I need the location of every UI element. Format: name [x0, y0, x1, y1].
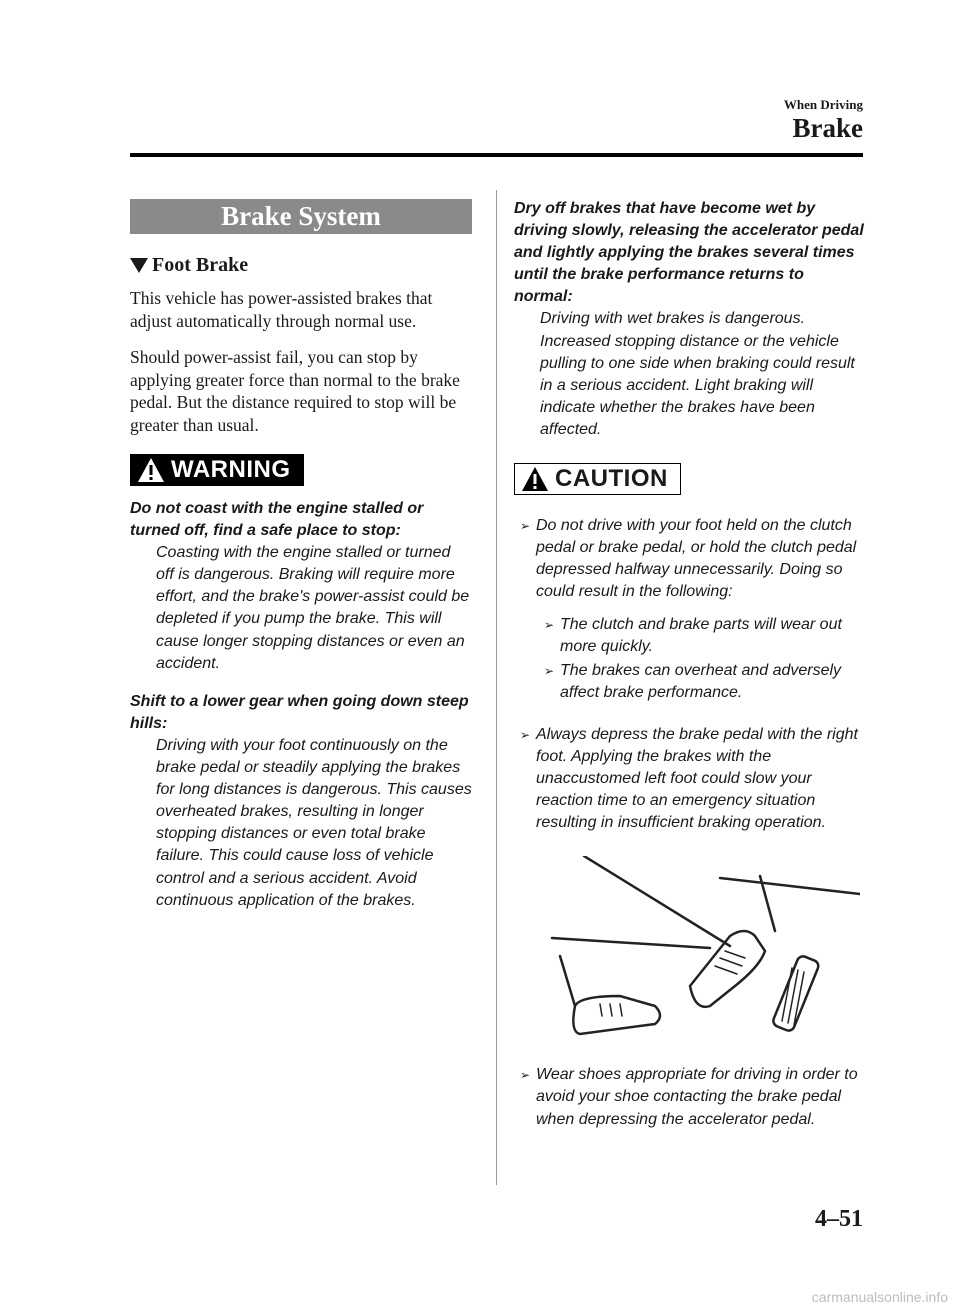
arrow-bullet-icon: ➢ — [520, 1068, 531, 1083]
column-divider — [496, 190, 497, 1185]
right-shoe — [690, 931, 765, 1007]
warning-body: Driving with your foot continuously on the brake pedal or steadily applying the brakes for long distances is dangerous. This causes overheated brakes, resulting in longer stopping distances or even total brake failure. This could cause loss of vehicle control and a serious accident. Avoid continuous application of the brakes. — [156, 736, 472, 909]
leg-outline — [584, 856, 730, 946]
warning-body: Driving with wet brakes is dangerous. Increased stopping distance or the vehicle pulling to one side when braking could result in a serious accident. Light braking will indicate whether the brakes have been affected. — [540, 310, 855, 438]
right-column — [514, 198, 866, 1143]
power-assist-paragraph: Should power-assist fail, you can stop by applying greater force than normal to the brake pedal. But the distance required to stop will be greater than usual. — [130, 347, 460, 435]
caution-text: Do not drive with your foot held on the clutch pedal or brake pedal, or hold the clutch pedal depressed halfway unnecessarily. Doing so could result in the following: — [536, 517, 857, 601]
warning-title: Do not coast with the engine stalled or turned off, find a safe place to stop: — [130, 500, 424, 540]
pedal-illustration — [530, 856, 860, 1046]
caution-item — [514, 515, 866, 704]
warning-item-continued — [514, 198, 866, 441]
caution-subtext: The clutch and brake parts will wear out more quickly. — [560, 615, 842, 655]
arrow-bullet-icon: ➢ — [520, 519, 531, 534]
caution-label-box — [514, 463, 681, 495]
caution-label: CAUTION — [555, 464, 668, 492]
subsection-heading — [130, 254, 472, 277]
caution-text: Wear shoes appropriate for driving in order to avoid your shoe contacting the brake pedal when depressing the accelerator pedal. — [536, 1066, 858, 1128]
section-banner: Brake System — [130, 199, 472, 234]
caution-list — [514, 515, 866, 834]
caution-subitem — [538, 660, 866, 704]
warning-label-box — [130, 454, 304, 486]
intro-paragraph: This vehicle has power-assisted brakes that adjust automatically through normal use. — [130, 288, 433, 331]
warning-label: WARNING — [171, 456, 291, 483]
subsection-title: Foot Brake — [152, 254, 249, 276]
floor-line — [720, 878, 860, 894]
warning-title: Dry off brakes that have become wet by driving slowly, releasing the accelerator pedal and lightly applying the brakes several times until the brake performance returns to normal: — [514, 200, 864, 306]
caution-sublist — [538, 614, 866, 704]
header-chapter: Brake — [792, 113, 863, 143]
arrow-bullet-icon: ➢ — [544, 663, 555, 678]
arrow-bullet-icon: ➢ — [520, 727, 531, 742]
caution-item — [514, 724, 866, 834]
accelerator-ribs — [782, 968, 804, 1025]
header-rule — [130, 153, 863, 157]
caution-subitem — [538, 614, 866, 658]
warning-body: Coasting with the engine stalled or turned off is dangerous. Braking will require more effort, and the brake's power-assist could be depleted if you pump the brake. This will cause longer stopping distances or even an accident. — [156, 544, 470, 672]
warning-title: Shift to a lower gear when going down steep hills: — [130, 692, 469, 732]
arrow-bullet-icon: ➢ — [544, 617, 555, 632]
shin-line — [560, 956, 575, 1006]
triangle-marker-icon — [130, 258, 148, 273]
warning-item — [130, 498, 472, 675]
left-column — [130, 199, 472, 912]
page-number: 4–51 — [815, 1206, 863, 1232]
left-shoe — [573, 996, 660, 1034]
watermark: carmanualsonline.info — [811, 1289, 948, 1305]
header-section: When Driving — [783, 97, 863, 112]
caution-item — [514, 1064, 866, 1130]
caution-subtext: The brakes can overheat and adversely affect brake performance. — [560, 661, 842, 701]
shoe-laces — [600, 951, 745, 1016]
trouser-line — [552, 938, 710, 948]
warning-triangle-icon — [137, 457, 165, 483]
warning-item — [130, 691, 472, 912]
caution-text: Always depress the brake pedal with the right foot. Applying the brakes with the unaccustomed left foot could slow your reaction time to an emergency situation resulting in insufficient braking operation. — [536, 725, 858, 832]
accelerator-pedal — [772, 955, 820, 1033]
caution-triangle-icon — [521, 466, 549, 492]
